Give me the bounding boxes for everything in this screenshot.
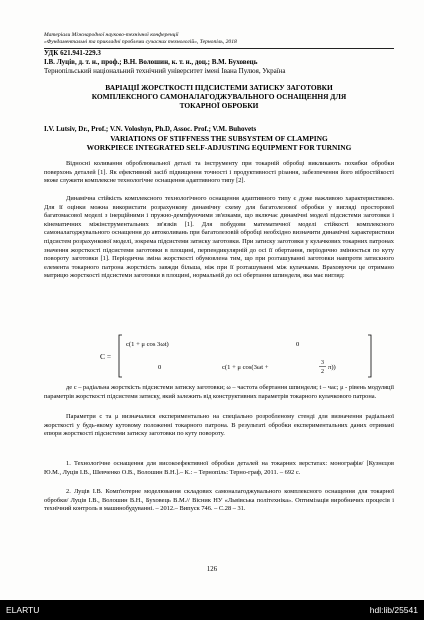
- title-ua-line-2: КОМПЛЕКСНОГО САМОНАЛАГОДЖУВАЛЬНОГО ОСНАЩЕННЯ ДЛЯ: [91, 92, 347, 101]
- title-ua-line-1: ВАРІАЦІЇ ЖОРСТКОСТІ ПІДСИСТЕМИ ЗАТИСКУ ЗАГОТОВКИ: [105, 83, 333, 92]
- stiffness-matrix-formula: [100, 331, 390, 381]
- title-ua: [44, 83, 394, 110]
- paragraph-experiment: Параметри c та μ визначалися експериментально на спеціально розробленому стенді для визначення радіальної жорсткості у будь-якому кутовому положенні токарного патрона. В результаті обробки експериментальних даних отримані епюри жорсткості підсистеми затиску заготовки по куту повороту.: [44, 413, 394, 438]
- paragraph-stability: Динамічна стійкість комплексного технологічного оснащення адаптивного типу є дуже важливою характеристикою. Для її оцінки можна використати розрахункову динамічну схему для багатолезової обробки у вигляді просторової багатомасової моделі з інерційними і пружно-демпфуючими зв'язками, що включає динамічні моделі підсистеми заготовки і кінематичних міжінструментальних зв'язків [1]. Для побудови математичної моделі стійкості комплексного самоналагоджувального оснащення до автоколивань при багатолезовій обробці необхідно визначити динамічні характеристики підсистем розрахункової моделі, зокрема підсистеми затиску заготовки. При затиску заготовки у кулачкових токарних патронах значення жорсткості підсистеми заготовки в площині, перпендикулярній до осі її обертання, періодично змінюється по куту повороту заготовки [1]. Періодична зміна жорсткості обумовлена тим, що при розташуванні заготовки навпроти затискного елемента токарного патрона жорсткість завжди більша, ніж при її розташуванні між кулачками. Враховуючи це отримано матрицю жорсткості підсистеми заготовки в площині, нормальній до осі обертання шпинделя, яка має вигляд:: [44, 195, 394, 280]
- reference-2: 2. Луців І.В. Комп'ютерне моделювання складових самоналагоджувального комплексного оснащення для токарної обробки/ Луців І.В., Волошин В.Н., Буховець В.М.// Вісник НУ «Львівська політехніка». Оптимізація виробничих процесів і технічний контроль в машинобудуванні. – 2012.– Випуск 746. – С.28 – 31.: [44, 488, 394, 513]
- repository-footer-bar: [0, 600, 424, 620]
- title-en-line-1: VARIATIONS OF STIFFNESS THE SUBSYSTEM OF CLAMPING: [110, 134, 328, 143]
- matrix-right-bracket: [368, 335, 371, 377]
- conference-header: [44, 32, 394, 46]
- matrix-a21: 0: [158, 364, 162, 371]
- affiliation: Тернопільський національний технічний університет імені Івана Пулюя, Україна: [44, 67, 286, 75]
- repository-name: ELARTU: [6, 605, 40, 615]
- matrix-a22-suffix: π)): [328, 364, 336, 371]
- udc-code: УДК 621.941-229.3: [44, 49, 101, 57]
- formula-lhs: C =: [100, 352, 112, 361]
- matrix-left-bracket: [119, 335, 122, 377]
- title-ua-line-3: ТОКАРНОЇ ОБРОБКИ: [179, 101, 259, 110]
- header-line-1: Матеріали Міжнародної науково-технічної конференції: [44, 32, 179, 38]
- paragraph-intro: Відносні коливання оброблювальної деталі та інструменту при токарній обробці викликають похибки обробки поверхонь деталей [1]. Як ефективний засіб підвищення точності і продуктивності різання, забезпечення його вібростійкості може служити комплексне технологічне оснащення адаптивного типу [2].: [44, 160, 394, 185]
- handle-id: hdl:lib/25541: [369, 605, 418, 615]
- page-number: 126: [206, 566, 218, 573]
- paragraph-notation: де c – радіальна жорсткість підсистеми затиску заготовки; ω – частота обертання шпинделя; t – час; μ - рівень модуляції параметрів жорсткості підсистеми затиску, який залежить від конструктивних параметрів токарного кулачкового патрона.: [44, 384, 394, 400]
- matrix-a11: c(1 + μ cos 3ωt): [126, 341, 169, 348]
- matrix-a22-prefix: c(1 + μ cos(3ωt +: [222, 364, 269, 371]
- authors-en: I.V. Lutsiv, Dr., Prof.; V.N. Voloshyn, Ph.D, Assoc. Prof.; V.M. Buhovets: [44, 125, 257, 133]
- matrix-a22-fraction-numerator: 3: [321, 360, 324, 366]
- reference-1: 1. Технологічне оснащення для високоефективної обробки деталей на токарних верстатах: монографія/ [Кузнєцов Ю.М., Луців І.В., Шевченко О.В., Волошин В.Н.].– К.: – Тернопіль: Терно-граф, 2011. – 692 с.: [44, 460, 394, 476]
- title-en: [44, 134, 394, 152]
- matrix-a12: 0: [296, 341, 300, 348]
- header-line-2: «Фундаментальні та прикладні проблеми сучасних технологій», Тернопіль, 2018: [44, 39, 237, 46]
- matrix-a22-fraction-denominator: 2: [321, 369, 324, 375]
- authors-ua: І.В. Луців, д. т. н., проф.; В.Н. Волошин, к. т. н., доц.; В.М. Буховець: [44, 58, 258, 66]
- title-en-line-2: WORKPIECE INTEGRATED SELF-ADJUSTING EQUIPMENT FOR TURNING: [86, 143, 352, 152]
